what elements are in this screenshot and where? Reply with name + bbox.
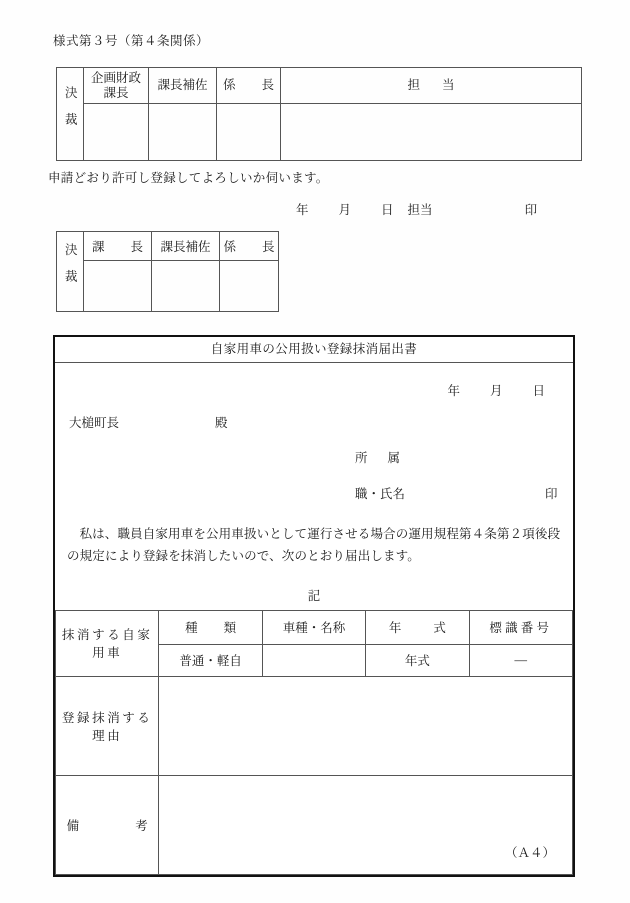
header-part-2: 長 bbox=[261, 78, 275, 93]
header-part-2: 類 bbox=[223, 621, 237, 636]
date-month-label: 月 bbox=[489, 384, 503, 398]
note-label-part-1: 備 bbox=[66, 818, 80, 833]
approval-row-label-cell bbox=[57, 68, 84, 161]
date-day-label: 日 bbox=[381, 203, 394, 217]
approval-row-label: 決裁 bbox=[63, 243, 78, 296]
approval-table-primary bbox=[56, 67, 582, 161]
note-label bbox=[56, 775, 159, 874]
column-header-model-name: 車種・名称 bbox=[262, 610, 365, 644]
column-header-kakaricho bbox=[217, 68, 281, 104]
header-part-2: 長 bbox=[130, 240, 144, 254]
form-title: 自家用車の公用扱い登録抹消届出書 bbox=[55, 337, 573, 363]
addressee-name: 大槌町長 bbox=[69, 416, 120, 430]
header-part-1: 担 bbox=[407, 78, 420, 93]
approval-cell-kakaricho[interactable] bbox=[217, 104, 281, 161]
declaration-statement: 私は、職員自家用車を公用車扱いとして運行させる場合の運用規程第４条第２項後段の規定により登録を抹消したいので、次のとおり届出します。 bbox=[67, 527, 561, 563]
column-header-plate-number: 標識番号 bbox=[469, 610, 572, 644]
header-part-1: 係 bbox=[223, 240, 236, 254]
approval-row-label-cell bbox=[57, 232, 84, 312]
table-row bbox=[56, 775, 573, 874]
column-header-kacho-hosa: 課長補佐 bbox=[152, 232, 220, 261]
column-header-tanto bbox=[281, 68, 582, 104]
date-month-label: 月 bbox=[338, 203, 352, 217]
name-line bbox=[55, 466, 573, 502]
reason-value[interactable] bbox=[159, 676, 573, 775]
vehicle-record-table bbox=[55, 580, 573, 875]
column-header-kikaku-zaisei-kacho bbox=[84, 68, 149, 104]
affiliation-label-part-1: 所 bbox=[355, 451, 368, 465]
column-header-model-year bbox=[366, 610, 469, 644]
note-label-part-2: 考 bbox=[135, 818, 148, 833]
name-label: 職・氏名 bbox=[355, 487, 406, 501]
approval-cell-kacho-hosa[interactable] bbox=[149, 104, 217, 161]
approval-cell-kacho[interactable] bbox=[84, 261, 152, 312]
column-header-vehicle-type bbox=[159, 610, 262, 644]
vehicle-type-value[interactable]: 普通・軽自 bbox=[159, 644, 262, 676]
header-part-2: 長 bbox=[262, 240, 275, 254]
form-body bbox=[55, 363, 573, 875]
header-line-2: 課長 bbox=[103, 85, 129, 100]
header-part-1: 課 bbox=[91, 240, 105, 254]
paper-size-note: （Ａ４） bbox=[505, 846, 556, 860]
approval-cell-tanto[interactable] bbox=[281, 104, 582, 161]
header-part-1: 係 bbox=[222, 78, 236, 93]
inquiry-statement: 申請どおり許可し登録してよろしいか伺います。 bbox=[48, 171, 329, 185]
column-header-kakaricho bbox=[220, 232, 279, 261]
seal-label: 印 bbox=[545, 487, 558, 501]
ki-marker: 記 bbox=[56, 580, 573, 611]
affiliation-line bbox=[55, 431, 573, 466]
vehicle-plate-number-value[interactable]: ― bbox=[469, 644, 572, 676]
table-row bbox=[57, 68, 582, 104]
header-line-1: 企画財政 bbox=[90, 70, 141, 85]
addressee-honorific: 殿 bbox=[215, 416, 228, 430]
addressee-line bbox=[55, 399, 573, 431]
date-role-label: 担当 bbox=[407, 203, 433, 217]
vehicle-row-label: 抹消する自家用車 bbox=[56, 610, 159, 676]
main-form-container bbox=[53, 335, 575, 877]
vehicle-year-value[interactable]: 年式 bbox=[366, 644, 469, 676]
table-row bbox=[56, 676, 573, 775]
vehicle-model-name-value[interactable] bbox=[262, 644, 365, 676]
header-part-1: 種 bbox=[185, 621, 198, 636]
header-part-1: 年 bbox=[388, 621, 402, 636]
form-number-heading: 様式第３号（第４条関係） bbox=[53, 34, 210, 48]
date-day-label: 日 bbox=[532, 384, 545, 398]
approval-date-line bbox=[296, 200, 551, 218]
table-row bbox=[56, 580, 573, 611]
submission-date-line bbox=[55, 363, 573, 399]
affiliation-label bbox=[355, 448, 400, 466]
table-row bbox=[56, 610, 573, 644]
column-header-kacho-hosa: 課長補佐 bbox=[149, 68, 217, 104]
table-row bbox=[57, 104, 582, 161]
affiliation-label-part-2: 属 bbox=[387, 451, 401, 465]
approval-row-label: 決裁 bbox=[63, 85, 78, 139]
approval-cell-kacho-hosa[interactable] bbox=[152, 261, 220, 312]
date-year-label: 年 bbox=[296, 203, 309, 217]
table-row bbox=[57, 232, 279, 261]
table-row bbox=[57, 261, 279, 312]
approval-cell-kikaku-zaisei-kacho[interactable] bbox=[84, 104, 149, 161]
header-part-2: 当 bbox=[442, 78, 455, 93]
seal-label: 印 bbox=[524, 203, 538, 217]
approval-table-secondary bbox=[56, 231, 279, 312]
date-year-label: 年 bbox=[447, 384, 460, 398]
header-part-2: 式 bbox=[433, 621, 446, 636]
approval-cell-kakaricho[interactable] bbox=[220, 261, 279, 312]
reason-label: 登録抹消する理由 bbox=[56, 676, 159, 775]
column-header-kacho bbox=[84, 232, 152, 261]
